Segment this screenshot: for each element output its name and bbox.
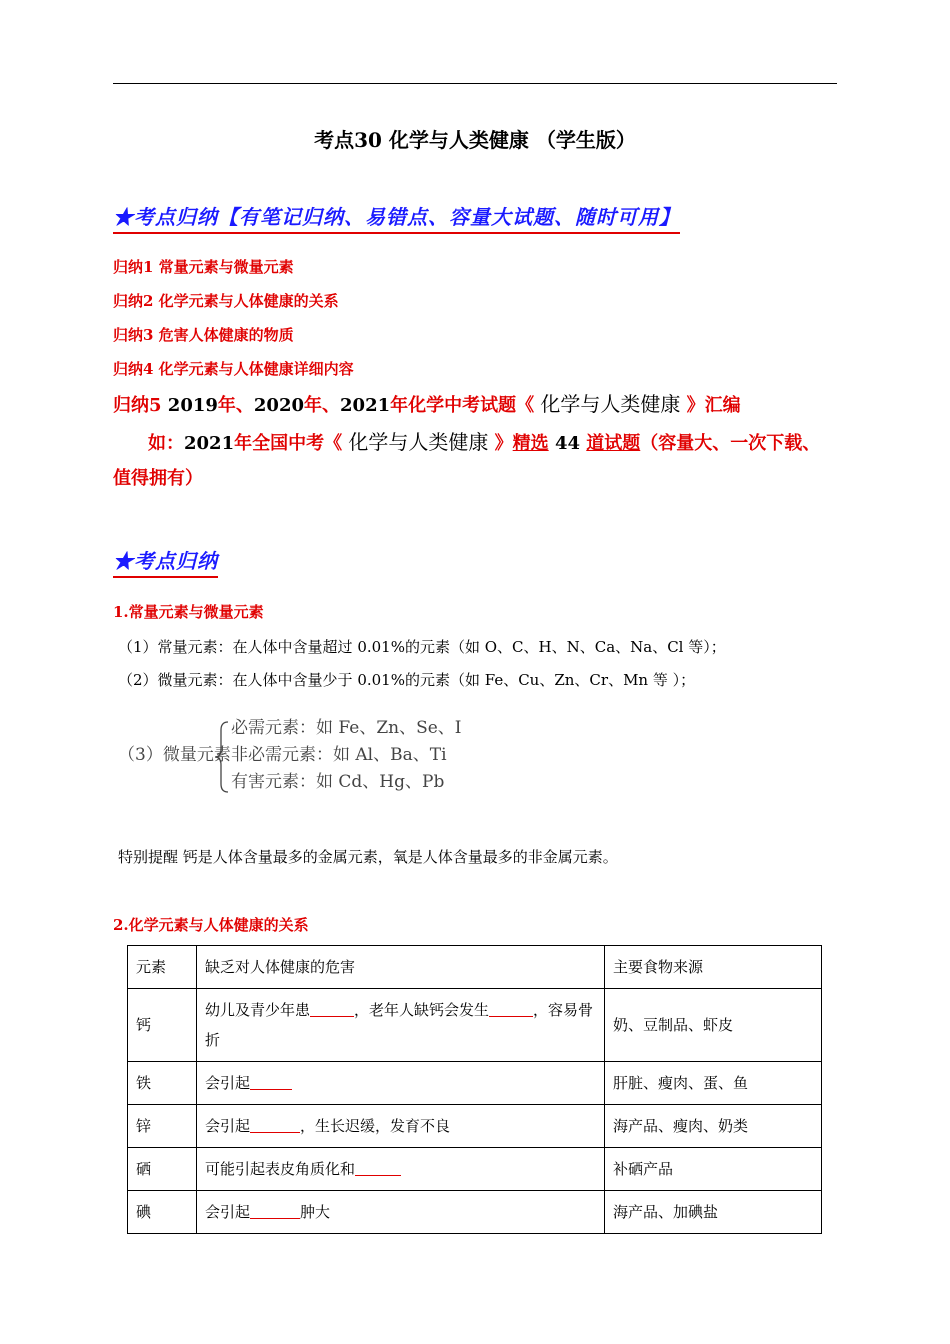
effect-text: ，容易骨折 xyxy=(205,1001,594,1049)
banner-underline xyxy=(113,576,218,578)
element-cell: 硒 xyxy=(128,1148,197,1191)
header-cell: 缺乏对人体健康的危害 xyxy=(197,946,605,989)
nav5-text: 年、 xyxy=(217,395,254,416)
effect-text: ，生长迟缓，发育不良 xyxy=(300,1117,451,1135)
paragraph-macro-elements: （1）常量元素：在人体中含量超过 0.01%的元素（如 O、C、H、N、Ca、Na、Cl 等）； xyxy=(118,638,726,656)
effect-text: 肿大 xyxy=(300,1203,331,1221)
answer-blank[interactable] xyxy=(489,1001,533,1017)
nav-item-5 xyxy=(113,388,741,417)
curly-brace-icon xyxy=(214,720,230,794)
example-text: 年全国中考《 xyxy=(234,433,349,454)
header-cell: 主要食物来源 xyxy=(605,946,822,989)
example-year: 2021 xyxy=(184,433,235,454)
banner-text: ★考点归纳 xyxy=(113,549,218,573)
element-cell: 钙 xyxy=(128,989,197,1062)
food-cell: 补硒产品 xyxy=(605,1148,822,1191)
questions-link[interactable]: 道试题 xyxy=(586,433,641,454)
brace-label: （3）微量元素 xyxy=(118,745,231,765)
element-health-table xyxy=(127,945,822,1234)
effect-text: 可能引起表皮角质化和 xyxy=(205,1160,356,1178)
nav-item-3: 归纳3 危害人体健康的物质 xyxy=(113,326,294,344)
example-topic: 化学与人类健康 xyxy=(348,430,489,454)
section-banner xyxy=(113,201,680,230)
food-cell: 奶、豆制品、虾皮 xyxy=(605,989,822,1062)
effect-cell xyxy=(197,989,605,1062)
year-2019: 2019 xyxy=(167,395,218,416)
example-lead: 如： xyxy=(148,433,184,454)
example-text: 》 xyxy=(488,433,513,454)
effect-cell xyxy=(197,1148,605,1191)
nav5-topic: 化学与人类健康 xyxy=(540,392,681,416)
year-2020: 2020 xyxy=(253,395,305,416)
table-header-row xyxy=(128,946,822,989)
answer-blank[interactable] xyxy=(310,1001,354,1017)
brace-item: 非必需元素：如 Al、Ba、Ti xyxy=(231,745,447,765)
table-row xyxy=(128,989,822,1062)
page-title: 考点30 化学与人类健康 （学生版） xyxy=(314,128,636,152)
banner-text: ★考点归纳【有笔记归纳、易错点、容量大试题、随时可用】 xyxy=(113,205,680,229)
effect-text: 会引起 xyxy=(205,1074,251,1092)
nav5-text: 》汇编 xyxy=(680,395,741,416)
header-rule xyxy=(113,83,837,84)
section-heading-2: 2.化学元素与人体健康的关系 xyxy=(113,916,309,934)
nav-item-2: 归纳2 化学元素与人体健康的关系 xyxy=(113,292,339,310)
brace-item: 必需元素：如 Fe、Zn、Se、I xyxy=(231,718,462,738)
example-line xyxy=(148,426,820,455)
element-cell: 碘 xyxy=(128,1191,197,1234)
nav5-text: 年、 xyxy=(304,395,341,416)
header-cell: 元素 xyxy=(128,946,197,989)
table-row xyxy=(128,1105,822,1148)
question-count: 44 xyxy=(548,433,587,454)
answer-blank[interactable] xyxy=(250,1203,300,1219)
section-banner-2 xyxy=(113,545,218,574)
example-tail-line2: 值得拥有） xyxy=(113,468,203,489)
selected-link[interactable]: 精选 xyxy=(512,433,549,454)
effect-text: ，老年人缺钙会发生 xyxy=(354,1001,490,1019)
food-cell: 海产品、瘦肉、奶类 xyxy=(605,1105,822,1148)
element-cell: 锌 xyxy=(128,1105,197,1148)
year-2021: 2021 xyxy=(340,395,391,416)
nav-item-1: 归纳1 常量元素与微量元素 xyxy=(113,258,294,276)
effect-cell xyxy=(197,1062,605,1105)
effect-text: 会引起 xyxy=(205,1117,251,1135)
banner-underline xyxy=(113,232,680,234)
table-row xyxy=(128,1062,822,1105)
effect-cell xyxy=(197,1191,605,1234)
nav5-prefix: 归纳5 xyxy=(113,395,168,416)
answer-blank[interactable] xyxy=(250,1117,300,1133)
food-cell: 海产品、加碘盐 xyxy=(605,1191,822,1234)
food-cell: 肝脏、瘦肉、蛋、鱼 xyxy=(605,1062,822,1105)
section-heading-1: 1.常量元素与微量元素 xyxy=(113,603,264,621)
paragraph-trace-elements: （2）微量元素：在人体中含量少于 0.01%的元素（如 Fe、Cu、Zn、Cr、Mn 等 ）； xyxy=(118,671,696,689)
effect-text: 会引起 xyxy=(205,1203,251,1221)
table-row xyxy=(128,1191,822,1234)
special-note: 特别提醒 钙是人体含量最多的金属元素，氧是人体含量最多的非金属元素。 xyxy=(118,848,618,866)
table-row xyxy=(128,1148,822,1191)
nav5-text: 年化学中考试题《 xyxy=(390,395,541,416)
answer-blank[interactable] xyxy=(250,1074,292,1090)
example-tail: （容量大、一次下载、 xyxy=(640,433,821,454)
effect-text: 幼儿及青少年患 xyxy=(205,1001,311,1019)
answer-blank[interactable] xyxy=(355,1160,401,1176)
element-cell: 铁 xyxy=(128,1062,197,1105)
nav-item-4: 归纳4 化学元素与人体健康详细内容 xyxy=(113,360,354,378)
brace-item: 有害元素：如 Cd、Hg、Pb xyxy=(231,772,445,792)
effect-cell xyxy=(197,1105,605,1148)
